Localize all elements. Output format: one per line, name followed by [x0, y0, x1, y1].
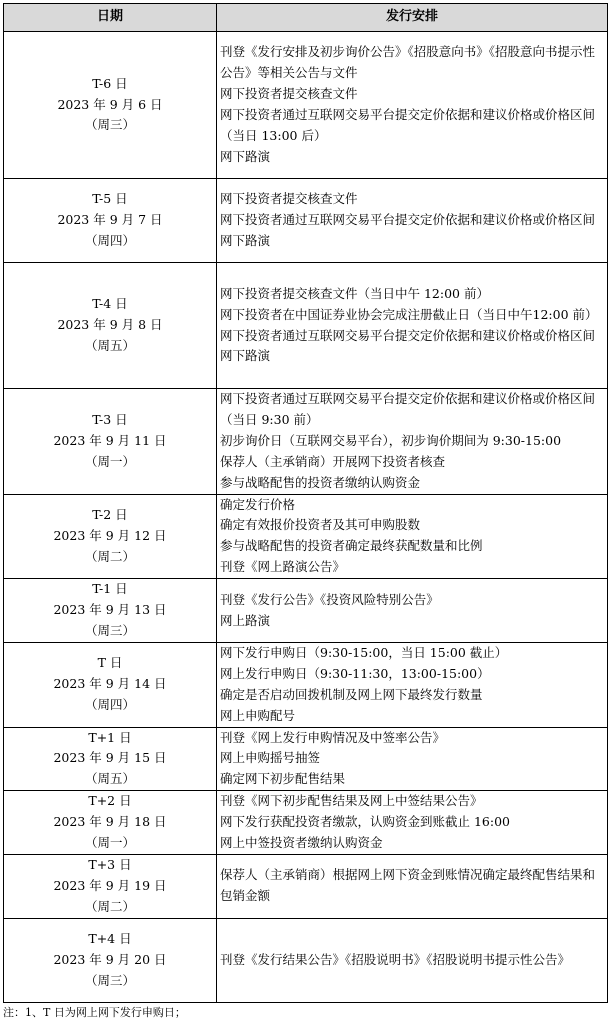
arrangement-item: 刊登《网下初步配售结果及网上中签结果公告》 [220, 793, 483, 809]
trade-day-label: T-6 日 [92, 75, 128, 91]
arrangement-item: 网下投资者提交核查文件 [220, 86, 358, 102]
date-cell [4, 854, 217, 918]
arrangement-column-header: 发行安排 [217, 4, 608, 32]
table-row [4, 642, 608, 727]
table-row [4, 263, 608, 389]
date-cell [4, 32, 217, 179]
arrangement-item: 网下投资者提交核查文件 [220, 191, 358, 207]
trade-day-label: T-2 日 [92, 506, 128, 522]
date-cell [4, 642, 217, 727]
arrangement-cell [217, 727, 608, 791]
arrangement-cell [217, 389, 608, 495]
arrangement-item: 网下投资者通过互联网交易平台提交定价依据和建议价格或价格区间（当日 13:00 后） [220, 107, 596, 143]
weekday-label: （周二） [84, 548, 135, 564]
arrangement-item: 参与战略配售的投资者确定最终获配数量和比例 [220, 538, 483, 554]
trade-day-label: T+3 日 [88, 856, 132, 872]
arrangement-item: 网上申购配号 [220, 707, 296, 723]
issuance-schedule-table [3, 3, 608, 1003]
arrangement-item: 网下路演 [220, 148, 271, 164]
calendar-date: 2023 年 9 月 20 日 [53, 951, 167, 967]
arrangement-cell [217, 263, 608, 389]
arrangement-item: 保荐人（主承销商）根据网上网下资金到账情况确定最终配售结果和包销金额 [220, 867, 596, 904]
table-row [4, 791, 608, 855]
calendar-date: 2023 年 9 月 14 日 [53, 676, 167, 692]
arrangement-item: 保荐人（主承销商）开展网下投资者核查 [220, 453, 446, 469]
table-row [4, 32, 608, 179]
footnote: 注：1、T 日为网上网下发行申购日； [3, 1006, 186, 1019]
arrangement-item: 网下投资者在中国证券业协会完成注册截止日（当日中午12:00 前） [220, 306, 598, 322]
trade-day-label: T+1 日 [88, 729, 132, 745]
arrangement-cell [217, 642, 608, 727]
trade-day-label: T-5 日 [92, 191, 128, 207]
arrangement-item: 刊登《发行公告》《投资风险特别公告》 [220, 591, 439, 607]
weekday-label: （周一） [84, 453, 135, 469]
arrangement-item: 网下路演 [220, 348, 271, 364]
arrangement-item: 刊登《网上路演公告》 [220, 559, 346, 575]
arrangement-cell [217, 494, 608, 579]
arrangement-item: 网上发行申购日（9:30-11:30，13:00-15:00） [220, 665, 490, 681]
weekday-label: （周四） [84, 697, 135, 713]
date-cell [4, 918, 217, 1002]
trade-day-label: T 日 [97, 655, 123, 671]
arrangement-item: 网下投资者通过互联网交易平台提交定价依据和建议价格或价格区间 [220, 212, 596, 228]
arrangement-item: 刊登《发行安排及初步询价公告》《招股意向书》《招股意向书提示性公告》等相关公告与文件 [220, 44, 596, 81]
date-cell [4, 791, 217, 855]
trade-day-label: T+2 日 [88, 793, 132, 809]
arrangement-item: 网上申购摇号抽签 [220, 750, 321, 766]
arrangement-item: 刊登《网上发行申购情况及中签率公告》 [220, 729, 446, 745]
calendar-date: 2023 年 9 月 19 日 [53, 877, 167, 893]
table-row [4, 727, 608, 791]
date-cell [4, 179, 217, 263]
arrangement-cell [217, 854, 608, 918]
arrangement-item: 初步询价日（互联网交易平台），初步询价期间为 9:30-15:00 [220, 432, 562, 448]
arrangement-cell [217, 918, 608, 1002]
weekday-label: （周四） [84, 232, 135, 248]
date-cell [4, 494, 217, 579]
arrangement-cell [217, 579, 608, 643]
weekday-label: （周三） [84, 622, 135, 638]
calendar-date: 2023 年 9 月 18 日 [53, 814, 167, 830]
weekday-label: （周二） [84, 898, 135, 914]
arrangement-item: 网上中签投资者缴纳认购资金 [220, 835, 383, 851]
table-row [4, 579, 608, 643]
arrangement-item: 网下发行获配投资者缴款，认购资金到账截止 16:00 [220, 814, 510, 830]
arrangement-item: 网下投资者通过互联网交易平台提交定价依据和建议价格或价格区间（当日 9:30 前） [220, 391, 596, 427]
weekday-label: （周三） [84, 117, 135, 133]
date-cell [4, 263, 217, 389]
arrangement-cell [217, 791, 608, 855]
calendar-date: 2023 年 9 月 12 日 [53, 527, 167, 543]
table-row [4, 179, 608, 263]
arrangement-item: 参与战略配售的投资者缴纳认购资金 [220, 474, 421, 490]
table-row [4, 854, 608, 918]
weekday-label: （周五） [84, 771, 135, 787]
arrangement-item: 网下路演 [220, 232, 271, 248]
arrangement-item: 确定是否启动回拨机制及网上网下最终发行数量 [220, 686, 483, 702]
arrangement-item: 网上路演 [220, 612, 271, 628]
calendar-date: 2023 年 9 月 11 日 [53, 432, 167, 448]
arrangement-cell [217, 179, 608, 263]
calendar-date: 2023 年 9 月 7 日 [57, 212, 163, 228]
table-header-row [4, 4, 608, 32]
arrangement-item: 确定有效报价投资者及其可申购股数 [220, 517, 421, 533]
weekday-label: （周三） [84, 972, 135, 988]
arrangement-item: 确定网下初步配售结果 [220, 771, 346, 787]
weekday-label: （周一） [84, 835, 135, 851]
calendar-date: 2023 年 9 月 15 日 [53, 750, 167, 766]
calendar-date: 2023 年 9 月 6 日 [57, 96, 163, 112]
arrangement-item: 网下发行申购日（9:30-15:00，当日 15:00 截止） [220, 644, 508, 660]
table-row [4, 918, 608, 1002]
table-body [4, 32, 608, 1003]
date-cell [4, 727, 217, 791]
date-cell [4, 579, 217, 643]
table-row [4, 494, 608, 579]
arrangement-item: 网下投资者提交核查文件（当日中午 12:00 前） [220, 285, 489, 301]
trade-day-label: T-3 日 [92, 411, 128, 427]
arrangement-item: 确定发行价格 [220, 496, 296, 512]
weekday-label: （周五） [84, 337, 135, 353]
trade-day-label: T-1 日 [92, 581, 128, 597]
arrangement-item: 刊登《发行结果公告》《招股说明书》《招股说明书提示性公告》 [220, 951, 571, 967]
date-cell [4, 389, 217, 495]
date-column-header: 日期 [4, 4, 217, 32]
calendar-date: 2023 年 9 月 13 日 [53, 602, 167, 618]
arrangement-item: 网下投资者通过互联网交易平台提交定价依据和建议价格或价格区间 [220, 327, 596, 343]
trade-day-label: T-4 日 [92, 296, 128, 312]
trade-day-label: T+4 日 [88, 930, 132, 946]
table-row [4, 389, 608, 495]
calendar-date: 2023 年 9 月 8 日 [57, 317, 163, 333]
arrangement-cell [217, 32, 608, 179]
